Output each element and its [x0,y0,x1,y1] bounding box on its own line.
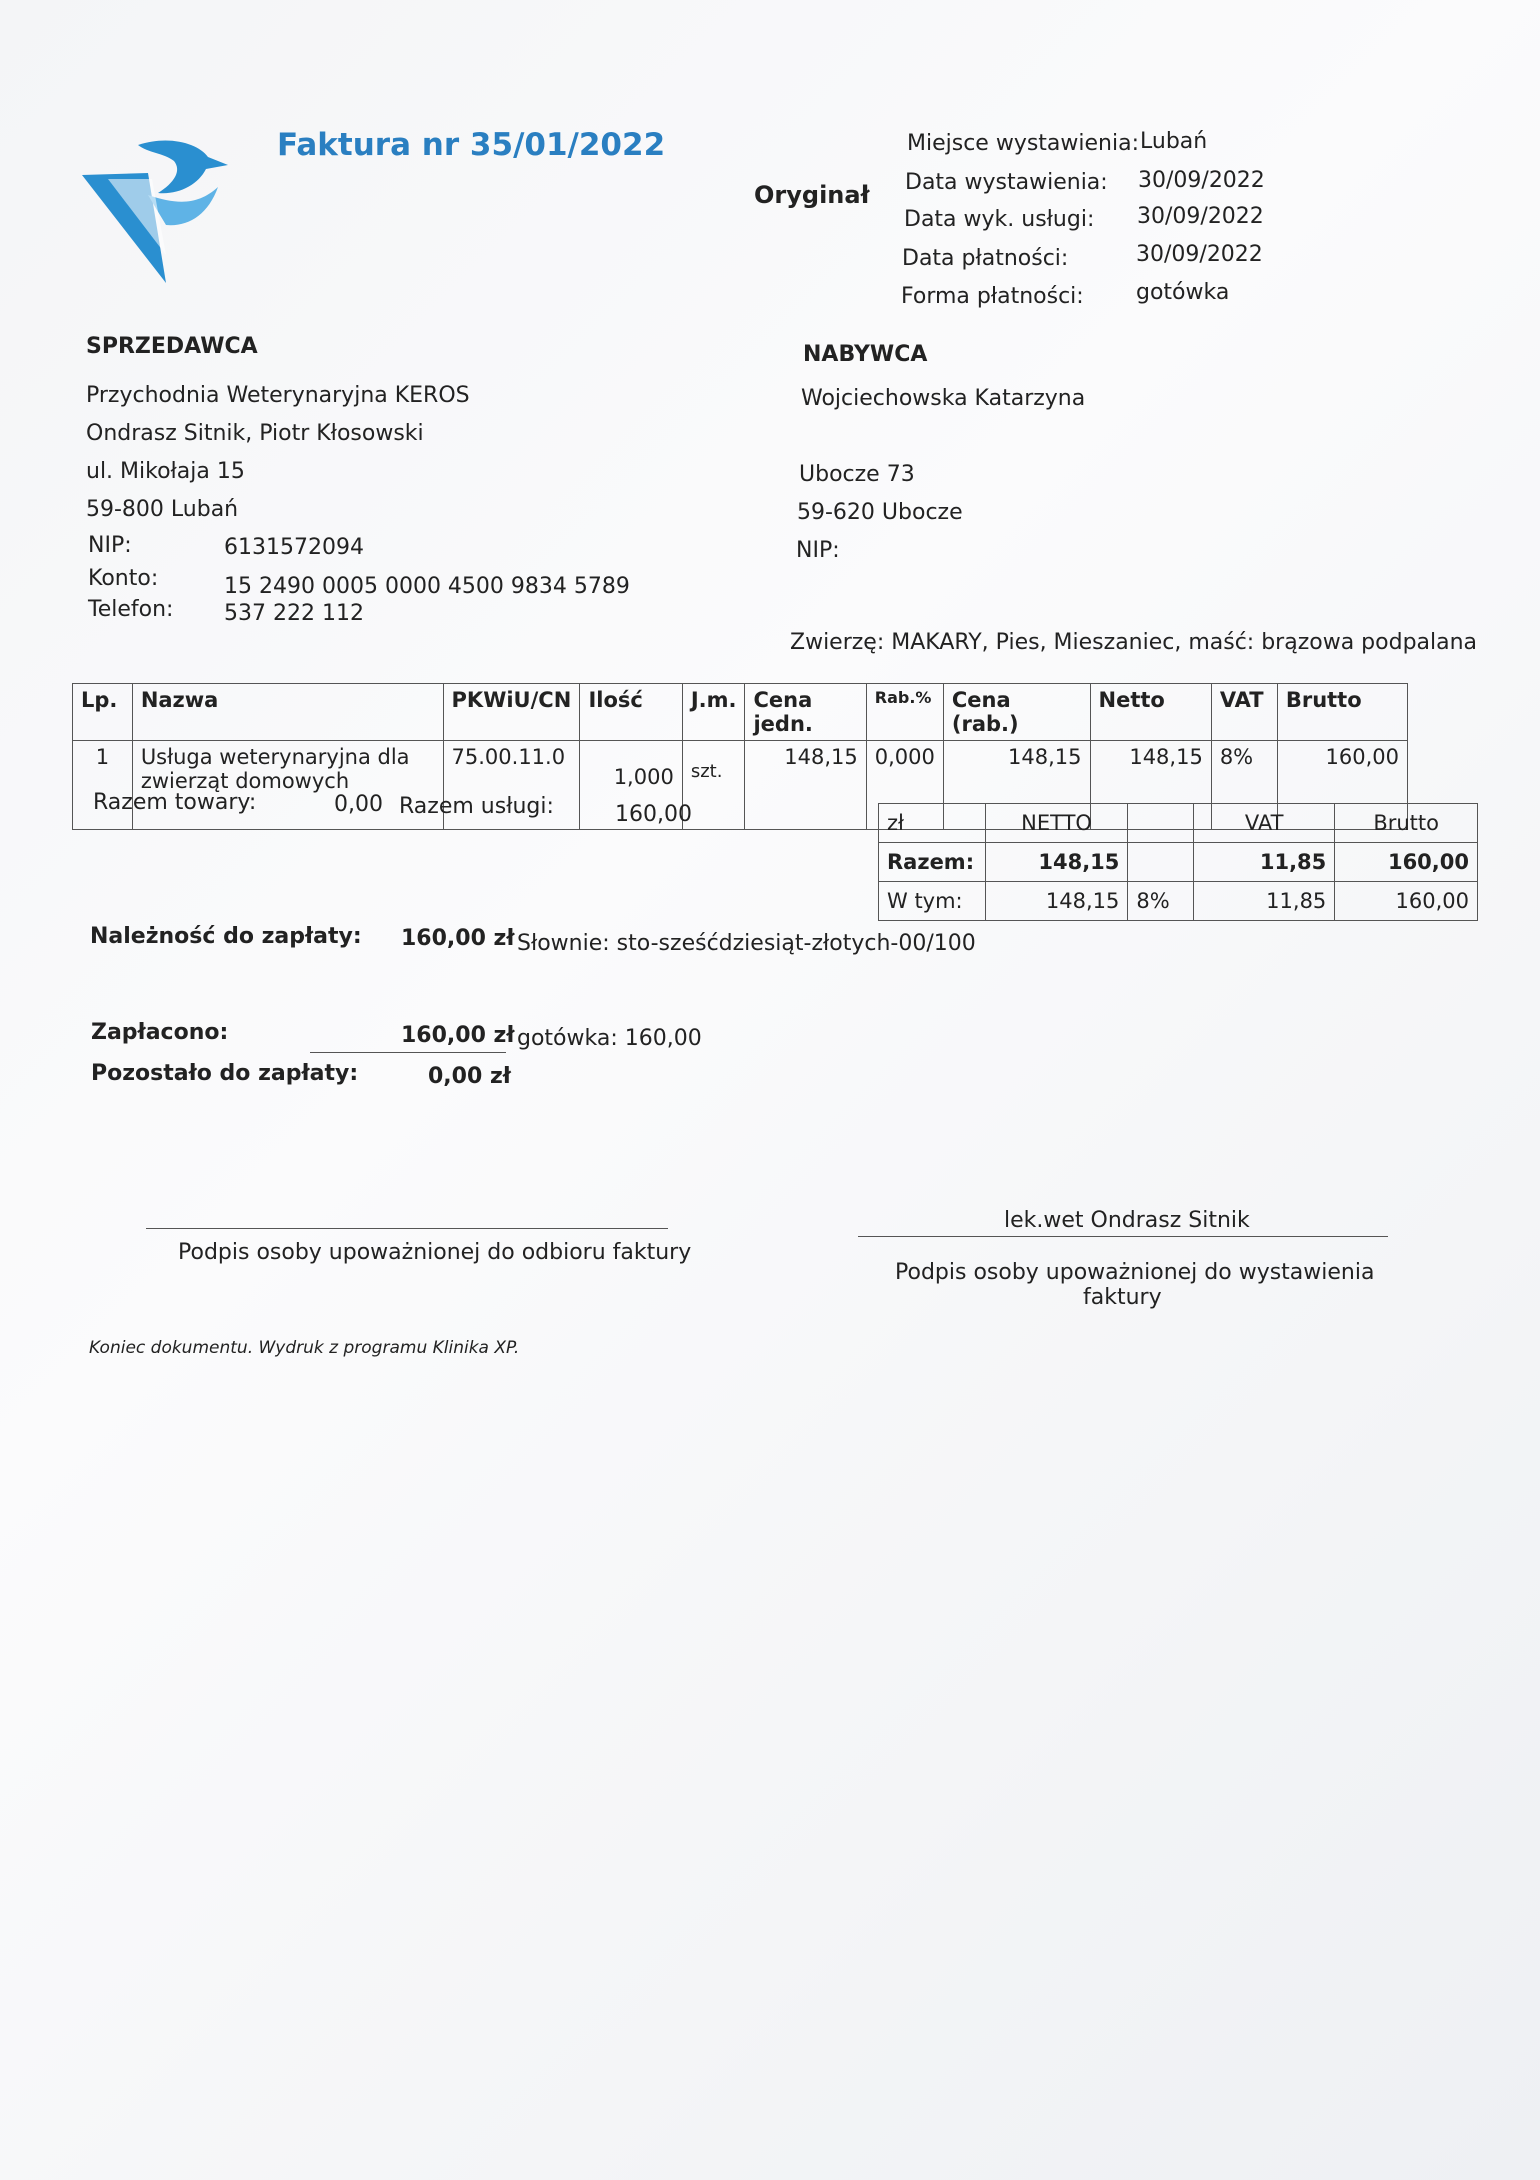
cell-discounted-price: 148,15 [943,741,1090,830]
cell-discount: 0,000 [866,741,943,830]
amount-due-label: Należność do zapłaty: [90,924,362,949]
paid-underline [310,1052,506,1053]
vat-detail-rate: 8% [1128,882,1194,921]
col-header-vat: VAT [1211,684,1277,741]
amount-in-words: Słownie: sto-sześćdziesiąt-złotych-00/100 [517,931,976,956]
vat-detail-vat: 11,85 [1193,882,1334,921]
remaining-value: 0,00 zł [428,1064,511,1089]
vat-detail-netto: 148,15 [985,882,1128,921]
paid-value: 160,00 zł [401,1023,515,1048]
vat-header-vat: VAT [1193,804,1334,843]
goods-total-value: 0,00 [334,792,383,817]
cell-lp: 1 [73,741,133,830]
animal-info: Zwierzę: MAKARY, Pies, Mieszaniec, maść: brązowa podpalana [790,630,1478,655]
vat-total-netto: 148,15 [985,843,1128,882]
col-header-net: Netto [1090,684,1211,741]
items-header-row [73,684,1408,741]
col-header-unit: J.m. [682,684,745,741]
vat-total-brutto: 160,00 [1335,843,1478,882]
receiver-signature-line [146,1228,668,1229]
goods-total-label: Razem towary: [93,790,257,815]
vat-header-brutto: Brutto [1335,804,1478,843]
seller-nip: 6131572094 [224,535,364,560]
vat-summary-table [878,803,1478,921]
copy-label: Oryginał [754,181,870,209]
cell-pkwiu: 75.00.11.0 [443,741,580,830]
issuer-signature-caption-line2: faktury [1083,1285,1162,1310]
meta-label-service-date: Data wyk. usługi: [904,207,1095,232]
buyer-name: Wojciechowska Katarzyna [801,386,1086,411]
seller-nip-label: NIP: [88,533,132,558]
vat-total-row [879,843,1478,882]
col-header-gross: Brutto [1277,684,1407,741]
footer-note: Koniec dokumentu. Wydruk z programu Klinika XP. [89,1338,520,1358]
meta-label-issue-date: Data wystawienia: [905,170,1108,195]
meta-value-issue-date: 30/09/2022 [1138,168,1265,193]
cell-vat: 8% [1211,741,1277,830]
clinic-logo [78,135,238,285]
meta-value-place: Lubań [1140,129,1208,154]
vat-total-vat: 11,85 [1193,843,1334,882]
col-header-name: Nazwa [132,684,443,741]
vat-currency: zł [879,804,986,843]
col-header-lp: Lp. [73,684,133,741]
amount-due-value: 160,00 zł [401,926,515,951]
vat-detail-brutto: 160,00 [1335,882,1478,921]
seller-account: 15 2490 0005 0000 4500 9834 5789 [224,574,630,599]
meta-label-place: Miejsce wystawienia: [907,131,1139,156]
paid-detail: gotówka: 160,00 [517,1026,702,1051]
meta-label-payment-date: Data płatności: [902,246,1069,271]
buyer-nip-label: NIP: [796,538,840,563]
col-header-discount: Rab.% [866,684,943,741]
seller-city: 59-800 Lubań [86,497,239,522]
vat-detail-label: W tym: [879,882,986,921]
buyer-city: 59-620 Ubocze [797,500,963,525]
seller-account-label: Konto: [88,566,159,591]
col-header-discounted-price: Cena (rab.) [943,684,1090,741]
vat-total-rate [1128,843,1194,882]
cell-unit: szt. [682,741,745,830]
remaining-label: Pozostało do zapłaty: [91,1061,359,1086]
meta-label-payment-method: Forma płatności: [901,284,1084,309]
issuer-signature-caption-line1: Podpis osoby upoważnionej do wystawienia [895,1260,1375,1285]
col-header-qty: Ilość [580,684,682,741]
services-total-value: 160,00 [615,802,692,827]
seller-phone-label: Telefon: [88,597,174,622]
vat-header-rate [1128,804,1194,843]
cell-net: 148,15 [1090,741,1211,830]
seller-heading: SPRZEDAWCA [86,334,258,359]
seller-owners: Ondrasz Sitnik, Piotr Kłosowski [86,421,424,446]
vat-header-row [879,804,1478,843]
vat-total-label: Razem: [879,843,986,882]
buyer-heading: NABYWCA [803,342,928,367]
invoice-title: Faktura nr 35/01/2022 [277,127,666,163]
seller-street: ul. Mikołaja 15 [86,459,245,484]
cell-name: Usługa weterynaryjna dla zwierząt domowych [132,741,443,830]
col-header-unit-price: Cena jedn. [745,684,866,741]
paid-label: Zapłacono: [91,1020,229,1045]
services-total-label: Razem usługi: [399,794,554,819]
col-header-pkwiu: PKWiU/CN [443,684,580,741]
cell-unit-price: 148,15 [745,741,866,830]
meta-value-service-date: 30/09/2022 [1137,204,1264,229]
seller-phone: 537 222 112 [224,601,364,626]
cell-qty: 1,000 [580,741,682,830]
issuer-name: lek.wet Ondrasz Sitnik [1004,1208,1250,1233]
issuer-signature-line [858,1236,1388,1237]
cell-gross: 160,00 [1277,741,1407,830]
meta-value-payment-date: 30/09/2022 [1136,242,1263,267]
buyer-street: Ubocze 73 [799,462,915,487]
vat-detail-row [879,882,1478,921]
meta-value-payment-method: gotówka [1136,280,1230,305]
seller-name: Przychodnia Weterynaryjna KEROS [86,383,470,408]
receiver-signature-caption: Podpis osoby upoważnionej do odbioru faktury [178,1240,692,1265]
vat-header-netto: NETTO [985,804,1128,843]
